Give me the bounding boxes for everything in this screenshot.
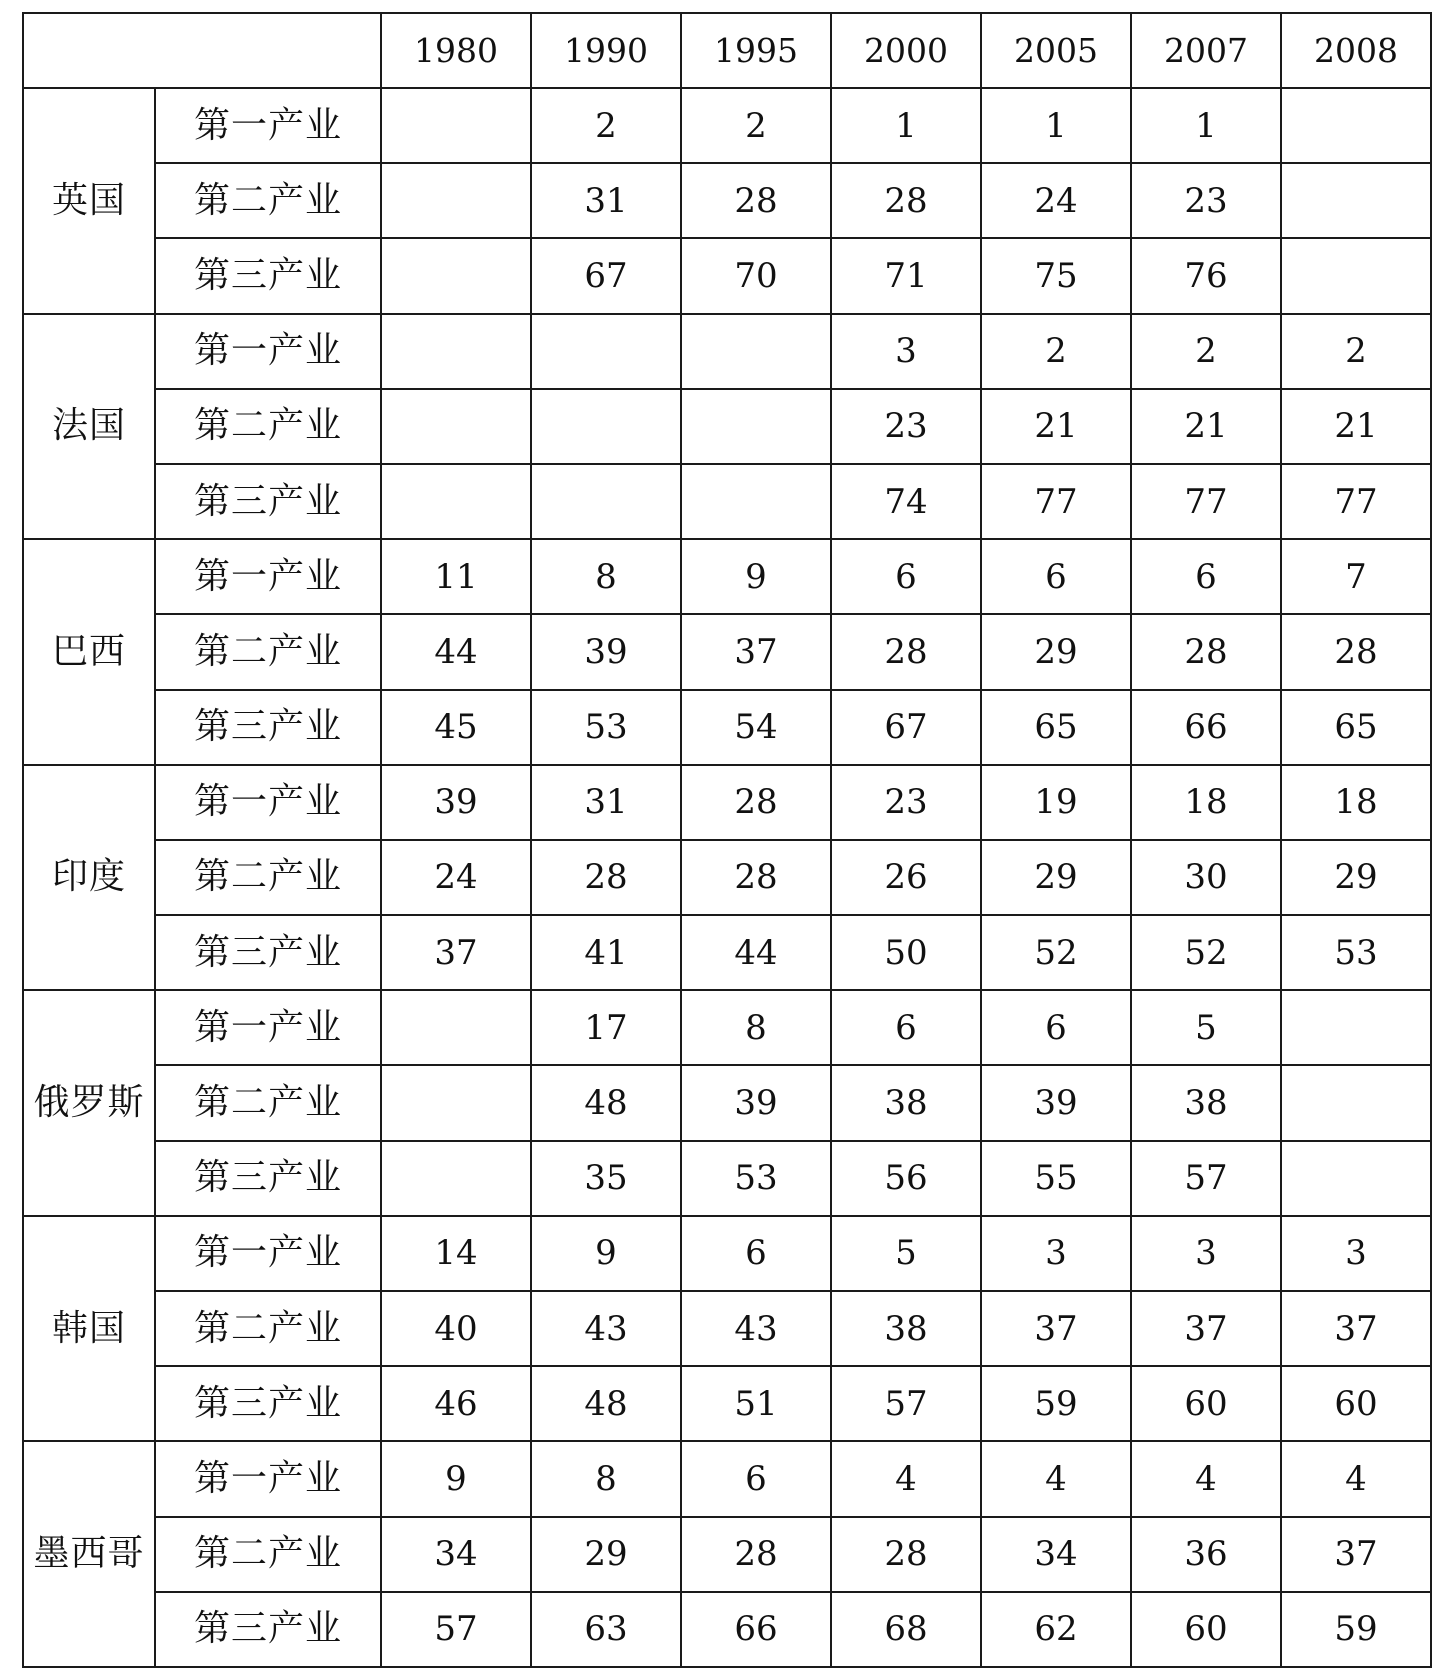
year-header: 1995 (681, 13, 831, 88)
value-cell: 28 (1131, 614, 1281, 689)
value-cell: 43 (531, 1291, 681, 1366)
value-cell: 48 (531, 1366, 681, 1441)
country-label: 韩国 (23, 1216, 155, 1442)
value-cell (1281, 238, 1431, 313)
table-row (23, 1065, 1431, 1140)
sector-label: 第三产业 (155, 690, 381, 765)
table-row (23, 1216, 1431, 1291)
sector-label: 第三产业 (155, 1366, 381, 1441)
table-row (23, 1517, 1431, 1592)
value-cell: 45 (381, 690, 531, 765)
table-row (23, 1441, 1431, 1516)
value-cell: 35 (531, 1141, 681, 1216)
value-cell: 21 (1131, 389, 1281, 464)
value-cell (381, 990, 531, 1065)
value-cell: 4 (1281, 1441, 1431, 1516)
value-cell: 2 (531, 88, 681, 163)
sector-label: 第二产业 (155, 163, 381, 238)
sector-label: 第一产业 (155, 1216, 381, 1291)
value-cell: 56 (831, 1141, 981, 1216)
value-cell: 14 (381, 1216, 531, 1291)
value-cell: 63 (531, 1592, 681, 1667)
value-cell: 77 (981, 464, 1131, 539)
value-cell: 6 (981, 990, 1131, 1065)
value-cell: 2 (981, 314, 1131, 389)
value-cell: 44 (681, 915, 831, 990)
value-cell: 74 (831, 464, 981, 539)
value-cell: 28 (1281, 614, 1431, 689)
header-corner (23, 13, 381, 88)
value-cell (381, 464, 531, 539)
table-row (23, 1592, 1431, 1667)
value-cell: 6 (1131, 539, 1281, 614)
value-cell: 24 (981, 163, 1131, 238)
value-cell: 2 (681, 88, 831, 163)
value-cell: 53 (531, 690, 681, 765)
table-row (23, 314, 1431, 389)
value-cell: 39 (531, 614, 681, 689)
value-cell: 38 (1131, 1065, 1281, 1140)
value-cell: 23 (831, 765, 981, 840)
sector-label: 第一产业 (155, 765, 381, 840)
value-cell: 53 (1281, 915, 1431, 990)
sector-label: 第一产业 (155, 314, 381, 389)
value-cell: 51 (681, 1366, 831, 1441)
value-cell: 2 (1131, 314, 1281, 389)
value-cell: 1 (831, 88, 981, 163)
year-header: 2007 (1131, 13, 1281, 88)
value-cell: 24 (381, 840, 531, 915)
value-cell: 28 (831, 163, 981, 238)
value-cell: 43 (681, 1291, 831, 1366)
value-cell: 21 (981, 389, 1131, 464)
sector-label: 第二产业 (155, 1291, 381, 1366)
year-header: 2008 (1281, 13, 1431, 88)
table-row (23, 539, 1431, 614)
value-cell: 75 (981, 238, 1131, 313)
value-cell: 29 (1281, 840, 1431, 915)
value-cell (531, 464, 681, 539)
value-cell: 46 (381, 1366, 531, 1441)
value-cell: 28 (531, 840, 681, 915)
table-row (23, 1141, 1431, 1216)
value-cell (1281, 990, 1431, 1065)
value-cell: 40 (381, 1291, 531, 1366)
value-cell: 6 (831, 990, 981, 1065)
sector-label: 第三产业 (155, 1141, 381, 1216)
value-cell: 37 (681, 614, 831, 689)
value-cell (531, 389, 681, 464)
value-cell (381, 1065, 531, 1140)
value-cell: 6 (681, 1216, 831, 1291)
table-row (23, 765, 1431, 840)
country-label: 巴西 (23, 539, 155, 765)
value-cell: 39 (681, 1065, 831, 1140)
sector-label: 第三产业 (155, 915, 381, 990)
value-cell: 48 (531, 1065, 681, 1140)
value-cell: 76 (1131, 238, 1281, 313)
value-cell: 29 (531, 1517, 681, 1592)
value-cell: 60 (1131, 1366, 1281, 1441)
table-frame (22, 12, 1432, 1668)
table-row (23, 464, 1431, 539)
value-cell (381, 238, 531, 313)
sector-label: 第一产业 (155, 990, 381, 1065)
value-cell: 3 (981, 1216, 1131, 1291)
country-label: 墨西哥 (23, 1441, 155, 1667)
industry-share-table (22, 12, 1432, 1668)
value-cell: 31 (531, 765, 681, 840)
value-cell: 17 (531, 990, 681, 1065)
value-cell: 18 (1281, 765, 1431, 840)
value-cell: 29 (981, 840, 1131, 915)
value-cell: 37 (1281, 1517, 1431, 1592)
value-cell: 6 (831, 539, 981, 614)
value-cell: 23 (1131, 163, 1281, 238)
value-cell: 5 (831, 1216, 981, 1291)
year-header: 1980 (381, 13, 531, 88)
value-cell: 28 (681, 840, 831, 915)
value-cell: 77 (1281, 464, 1431, 539)
value-cell: 65 (1281, 690, 1431, 765)
value-cell: 60 (1131, 1592, 1281, 1667)
value-cell: 3 (831, 314, 981, 389)
value-cell (531, 314, 681, 389)
value-cell: 28 (831, 1517, 981, 1592)
value-cell: 4 (981, 1441, 1131, 1516)
value-cell: 26 (831, 840, 981, 915)
value-cell: 60 (1281, 1366, 1431, 1441)
sector-label: 第一产业 (155, 1441, 381, 1516)
value-cell: 62 (981, 1592, 1131, 1667)
value-cell: 41 (531, 915, 681, 990)
value-cell: 37 (981, 1291, 1131, 1366)
value-cell: 37 (1131, 1291, 1281, 1366)
value-cell: 6 (681, 1441, 831, 1516)
country-label: 印度 (23, 765, 155, 991)
value-cell: 54 (681, 690, 831, 765)
value-cell: 31 (531, 163, 681, 238)
value-cell: 57 (1131, 1141, 1281, 1216)
value-cell (681, 389, 831, 464)
value-cell: 57 (831, 1366, 981, 1441)
table-row (23, 1291, 1431, 1366)
value-cell: 67 (831, 690, 981, 765)
sector-label: 第二产业 (155, 840, 381, 915)
header-row (23, 13, 1431, 88)
year-header: 2005 (981, 13, 1131, 88)
value-cell: 77 (1131, 464, 1281, 539)
value-cell: 52 (1131, 915, 1281, 990)
value-cell: 1 (981, 88, 1131, 163)
value-cell: 57 (381, 1592, 531, 1667)
value-cell: 66 (681, 1592, 831, 1667)
value-cell: 37 (1281, 1291, 1431, 1366)
value-cell: 34 (381, 1517, 531, 1592)
value-cell: 28 (681, 163, 831, 238)
value-cell: 71 (831, 238, 981, 313)
value-cell: 19 (981, 765, 1131, 840)
value-cell: 4 (1131, 1441, 1281, 1516)
value-cell (381, 389, 531, 464)
sector-label: 第三产业 (155, 238, 381, 313)
table-row (23, 990, 1431, 1065)
value-cell: 6 (981, 539, 1131, 614)
value-cell: 36 (1131, 1517, 1281, 1592)
value-cell (381, 163, 531, 238)
value-cell: 28 (681, 765, 831, 840)
value-cell: 59 (981, 1366, 1131, 1441)
value-cell: 3 (1281, 1216, 1431, 1291)
value-cell: 66 (1131, 690, 1281, 765)
year-header: 1990 (531, 13, 681, 88)
sector-label: 第一产业 (155, 539, 381, 614)
value-cell: 11 (381, 539, 531, 614)
table-row (23, 1366, 1431, 1441)
value-cell: 55 (981, 1141, 1131, 1216)
value-cell: 2 (1281, 314, 1431, 389)
value-cell: 1 (1131, 88, 1281, 163)
sector-label: 第三产业 (155, 464, 381, 539)
value-cell: 39 (381, 765, 531, 840)
country-label: 俄罗斯 (23, 990, 155, 1216)
value-cell (1281, 1065, 1431, 1140)
value-cell: 9 (681, 539, 831, 614)
value-cell: 21 (1281, 389, 1431, 464)
value-cell (681, 464, 831, 539)
value-cell: 37 (381, 915, 531, 990)
value-cell: 7 (1281, 539, 1431, 614)
value-cell (681, 314, 831, 389)
table-row (23, 389, 1431, 464)
country-label: 法国 (23, 314, 155, 540)
value-cell: 44 (381, 614, 531, 689)
value-cell: 8 (531, 539, 681, 614)
country-label: 英国 (23, 88, 155, 314)
value-cell (1281, 88, 1431, 163)
value-cell: 67 (531, 238, 681, 313)
value-cell (1281, 163, 1431, 238)
sector-label: 第二产业 (155, 1065, 381, 1140)
value-cell (1281, 1141, 1431, 1216)
sector-label: 第二产业 (155, 1517, 381, 1592)
value-cell: 30 (1131, 840, 1281, 915)
value-cell (381, 88, 531, 163)
sector-label: 第一产业 (155, 88, 381, 163)
value-cell: 9 (381, 1441, 531, 1516)
sector-label: 第二产业 (155, 389, 381, 464)
value-cell: 5 (1131, 990, 1281, 1065)
value-cell: 68 (831, 1592, 981, 1667)
table-row (23, 238, 1431, 313)
value-cell: 38 (831, 1065, 981, 1140)
table-row (23, 88, 1431, 163)
table-row (23, 690, 1431, 765)
table-row (23, 915, 1431, 990)
sector-label: 第二产业 (155, 614, 381, 689)
value-cell: 29 (981, 614, 1131, 689)
value-cell (381, 1141, 531, 1216)
table-row (23, 614, 1431, 689)
sector-label: 第三产业 (155, 1592, 381, 1667)
value-cell: 38 (831, 1291, 981, 1366)
value-cell: 50 (831, 915, 981, 990)
value-cell: 18 (1131, 765, 1281, 840)
table-row (23, 163, 1431, 238)
value-cell: 70 (681, 238, 831, 313)
value-cell: 4 (831, 1441, 981, 1516)
value-cell: 65 (981, 690, 1131, 765)
value-cell: 59 (1281, 1592, 1431, 1667)
year-header: 2000 (831, 13, 981, 88)
value-cell: 8 (531, 1441, 681, 1516)
value-cell: 52 (981, 915, 1131, 990)
value-cell: 8 (681, 990, 831, 1065)
value-cell: 53 (681, 1141, 831, 1216)
value-cell: 3 (1131, 1216, 1281, 1291)
value-cell: 34 (981, 1517, 1131, 1592)
value-cell: 28 (681, 1517, 831, 1592)
value-cell: 23 (831, 389, 981, 464)
table-row (23, 840, 1431, 915)
value-cell (381, 314, 531, 389)
value-cell: 39 (981, 1065, 1131, 1140)
value-cell: 9 (531, 1216, 681, 1291)
value-cell: 28 (831, 614, 981, 689)
